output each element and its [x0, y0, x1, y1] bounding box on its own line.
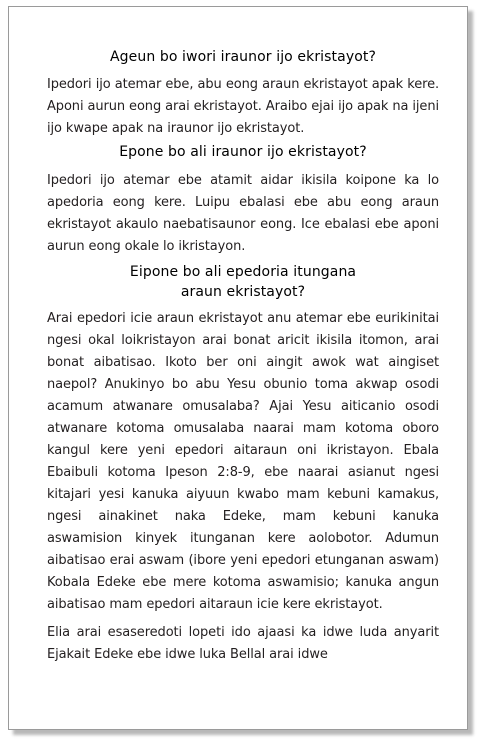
section-paragraph: Ipedori ijo atemar ebe, abu eong araun ekristayot apak kere. Aponi aurun eong arai ekristayot. Araibo ejai ijo apak na ijeni ijo kwape apak na iraunor ijo ekristayot.	[47, 77, 439, 136]
section-paragraph: Ipedori ijo atemar ebe atamit aidar ikisila koipone ka lo apedoria eong kere. Luipu ebalasi ebe abu eong araun ekristayot akaulo naebatisaunor eong. Ice ebalasi ebe aponi aurun eong okale lo ikristayon.	[47, 173, 439, 254]
page	[8, 6, 468, 730]
section-heading-line: araun ekristayot?	[180, 284, 306, 300]
section-heading	[47, 262, 439, 302]
section-heading: Epone bo ali iraunor ijo ekristayot?	[119, 144, 367, 160]
section-heading: Ageun bo iwori iraunor ijo ekristayot?	[109, 49, 376, 65]
document-body	[47, 47, 439, 666]
section-paragraph: Elia arai esaseredoti lopeti ido ajaasi ka idwe luda anyarit Ejakait Edeke ebe idwe luka Bellal arai idwe	[47, 625, 439, 662]
section-paragraph: Arai epedori icie araun ekristayot anu atemar ebe eurikinitai ngesi okal loikristayon arai bonat aricit ikisila itomon, arai bonat aibatisao. Ikoto ber oni aingit awok wat aingiset naepol? Anukinyo bo abu Yesu obunio toma akwap osodi acamum atwanare omusalaba? Ajai Yesu aiticanio osodi atwanare kotoma omusalaba naarai mam kotoma oboro kangul kere yeni epedori aitaraun oni ikristayon. Ebala Ebaibuli kotoma Ipeson 2:8-9, ebe naarai asianut ngesi kitajari yesi kanuka aiyuun kwabo mam kebuni kamakus, ngesi ainakinet naka Edeke, mam kebuni kanuka aswamision kinyek itunganan kere aolobotor. Adumun aibatisao erai aswam (ibore yeni epedori etunganan aswam) Kobala Edeke ebe mere kotoma aswamisio; kanuka angun aibatisao mam epedori aitaraun icie kere ekristayot.	[47, 311, 439, 612]
section-heading-line: Eipone bo ali epedoria itungana	[129, 264, 357, 280]
